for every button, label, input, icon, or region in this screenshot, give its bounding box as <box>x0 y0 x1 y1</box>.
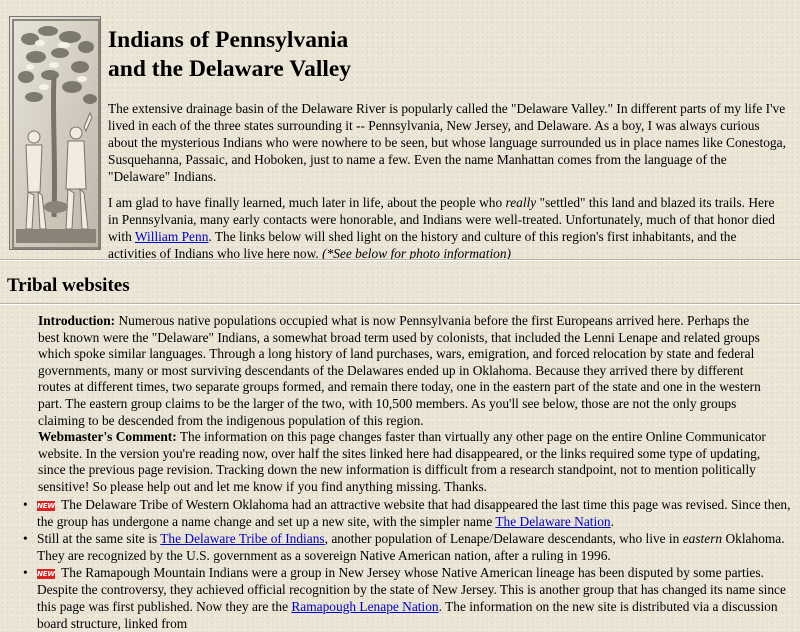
list-item <box>18 530 792 564</box>
list-item-text: Still at the same site is <box>37 531 161 546</box>
section-heading: Tribal websites <box>7 275 130 296</box>
intro-p2-text-b: "settled" this land and blazed its trails. Here in Pennsylvania, many early contacts were honorable, and Indians were well-treated. Unfortunately, much of that honor died with <box>108 195 775 244</box>
intro-p2-text-c: . The links below will shed light on the history and culture of this region's first inhabitants, and the activities of Indians who live here now. <box>108 229 737 261</box>
photo-info-note: (*See below for photo information) <box>322 246 512 261</box>
list-item-text: , another population of Lenape/Delaware descendants, who live in <box>324 531 683 546</box>
section-intro <box>38 313 766 496</box>
bullet: • <box>23 565 28 580</box>
ramapough-lenape-nation-link[interactable]: Ramapough Lenape Nation <box>291 599 439 614</box>
page-title <box>108 26 351 84</box>
divider <box>0 259 800 261</box>
bullet: • <box>23 497 28 512</box>
list-item-text: The Delaware Tribe of Western Oklahoma had an attractive website that had disappeared the last time this page was revised. Since then, the group has undergone a name change and set up a new site, with the simpler name <box>37 497 791 529</box>
divider <box>0 303 800 305</box>
introduction-text: Numerous native populations occupied what is now Pennsylvania before the first Europeans arrived here. Perhaps the best known were the "Delaware" Indians, a somewhat broad term used by colonists, that included the Lenni Lenape and related groups which spoke similar languages. Through a long history of land purchases, wars, emigration, and forced relocation by state and federal governments, many or most surviving descendants of the Delawares ended up in Oklahoma. Because they arrived there by different routes at different times, two separate groups formed, and remain there today, one in the eastern part of the state and one in the western part. The eastern group claims to be the larger of the two, with 10,500 members. As you'll see below, those are not the only groups claiming to be descended from the indigenous population of this region. <box>38 313 761 428</box>
carved-relief-photo <box>9 16 101 250</box>
delaware-nation-link[interactable]: The Delaware Nation <box>495 514 611 529</box>
bullet: • <box>23 531 28 546</box>
intro-p2-emphasis: really <box>505 195 537 210</box>
new-badge-icon: NEW <box>37 570 55 578</box>
list-item <box>18 564 792 632</box>
list-item-text: . <box>610 514 614 529</box>
page-title-line-1: Indians of Pennsylvania <box>108 27 349 53</box>
intro-paragraph-1: The extensive drainage basin of the Delaware River is popularly called the "Delaware Valley." In different parts of my life I've lived in each of the three states surrounding it -- Pennsylvania, New Jersey, and Delaware. As a boy, I was always curious about the mysterious Indians who were nowhere to be seen, but whose language surrounded us in place names like Conestoga, Susquehanna, Passaic, and Hoboken, just to name a few. Even the name Manhattan comes from the language of the "Delaware" Indians. <box>108 101 786 184</box>
introduction-paragraph <box>38 313 766 429</box>
new-badge-icon: NEW <box>37 502 55 510</box>
introduction-label: Introduction: <box>38 313 116 328</box>
list-item-text: . The information on the new site is distributed via a discussion board structure, linked from <box>37 599 778 631</box>
webmaster-comment-label: Webmaster's Comment: <box>38 429 177 445</box>
relief-carving-image <box>10 17 101 250</box>
webmaster-comment-paragraph <box>38 429 766 495</box>
intro-p2-text-a: I am glad to have finally learned, much later in life, about the people who <box>108 195 506 210</box>
list-item <box>18 496 792 530</box>
webmaster-comment-text: The information on this page changes faster than virtually any other page on the entire Online Communicator website. In the version you're reading now, over half the sites linked here had disappeared, or the links required some type of updating, since the previous page revision. Tracking down the new information is difficult from a research standpoint, not to mention politically sensitive! So please help out and let me know if you find anything missing. Thanks. <box>38 429 766 494</box>
william-penn-link[interactable]: William Penn <box>134 229 209 244</box>
intro-text <box>108 100 788 271</box>
page-title-line-2: and the Delaware Valley <box>108 56 352 82</box>
list-item-text: Oklahoma. They are recognized by the U.S. government as a sovereign Native American nation, after a ruling in 1996. <box>37 531 785 563</box>
tribal-websites-list <box>18 496 792 632</box>
list-item-emphasis: eastern <box>682 531 723 546</box>
list-item-text: The Ramapough Mountain Indians were a group in New Jersey whose Native American lineage has been disputed by some parties. Despite the controversy, they achieved official recognition by the state of New Jersey. This is another group that has changed its name since this page was first published. Now they are the <box>37 565 786 614</box>
intro-paragraph-2 <box>108 194 788 262</box>
delaware-tribe-of-indians-link[interactable]: The Delaware Tribe of Indians <box>160 531 325 546</box>
